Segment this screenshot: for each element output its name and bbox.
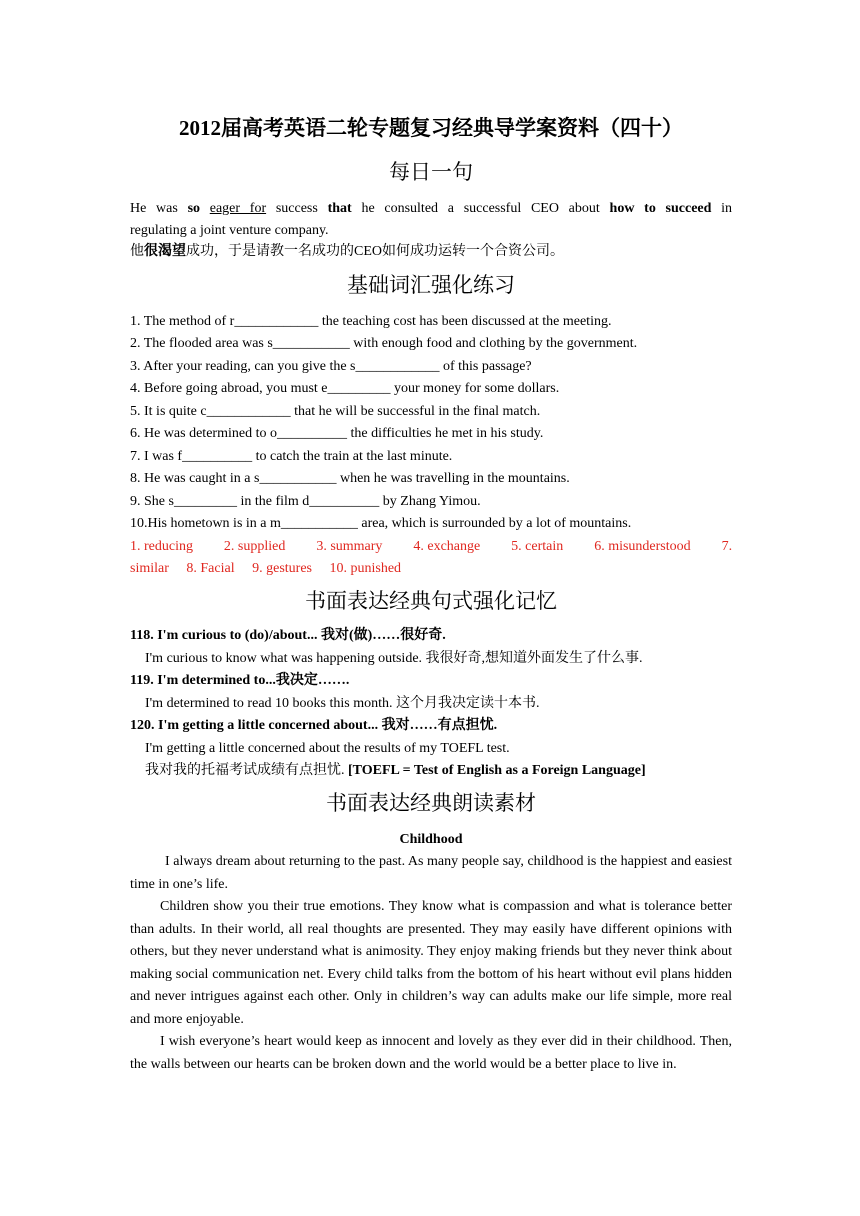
daily-english-line2: regulating a joint venture company. [130,223,329,238]
vocab-item: 10.His hometown is in a m___________ area, which is surrounded by a lot of mountains. [130,516,632,531]
vocab-answers-line1 [130,537,732,557]
answer: similar [130,561,169,576]
patterns-heading: 书面表达经典句式强化记忆 [305,589,557,613]
daily-text: success [275,201,318,216]
vocab-item: 5. It is quite c____________ that he will be successful in the final match. [130,404,541,419]
pattern-note: [TOEFL = Test of English as a Foreign Language] [348,763,646,778]
pattern-head: 118. I'm curious to (do)/about... 我对(做)……很好奇. [130,628,446,643]
daily-text: in [721,201,733,216]
daily-chinese [130,242,732,262]
daily-text: he consulted a successful CEO about [361,201,600,216]
daily-bold-so: so [187,201,201,216]
reading-subtitle: Childhood [399,832,463,847]
answer: 3. summary [316,539,383,554]
pattern-head: 120. I'm getting a little concerned about... 我对……有点担忧. [130,718,498,733]
answer: 4. exchange [413,539,481,554]
pattern-head: 119. I'm determined to...我决定……. [130,673,350,688]
daily-bold-that: that [327,201,352,216]
pattern-example: I'm getting a little concerned about the results of my TOEFL test. [145,741,510,756]
pattern-example: I'm determined to read 10 books this month. 这个月我决定读十本书. [145,696,540,711]
vocab-item: 3. After your reading, can you give the s____________ of this passage? [130,359,532,374]
vocab-item: 6. He was determined to o__________ the difficulties he met in his study. [130,426,544,441]
daily-heading: 每日一句 [389,160,473,184]
reading-heading: 书面表达经典朗读素材 [326,791,536,815]
reading-paragraph-3: I wish everyone’s heart would keep as innocent and lovely as they ever did in their childhood. Then, the walls between our hearts can be broken down and the world would be a better place to live in. [130,1034,732,1072]
reading-paragraph-2: Children show you their true emotions. They know what is compassion and what is tolerance better than adults. In their world, all real thoughts are presented. They may easily have different opinions with others, but they never understand what is animosity. They enjoy making friends but they never think about making social communication net. Every child talks from the bottom of his heart without evil plans hidden and never intrigues against each other. Only in children’s way can adults make our life simple, more real and more enjoyable. [130,899,732,1027]
vocab-item: 1. The method of r____________ the teaching cost has been discussed at the meeting. [130,314,612,329]
vocab-answers-line2 [130,559,732,579]
answer: 9. gestures [252,561,312,576]
vocab-item: 9. She s_________ in the film d__________ by Zhang Yimou. [130,494,481,509]
answer: 5. certain [511,539,564,554]
answer: 6. misunderstood [594,539,691,554]
vocab-heading: 基础词汇强化练习 [347,273,515,297]
reading-paragraph-1: I always dream about returning to the past. As many people say, childhood is the happiest and easiest time in one’s life. [130,854,732,892]
vocab-item: 4. Before going abroad, you must e_________ your money for some dollars. [130,381,560,396]
vocab-item: 7. I was f__________ to catch the train at the last minute. [130,449,453,464]
daily-underline: eager for [209,201,267,216]
daily-cn-text: 成功，于是请教一名成功的CEO如何成功运转一个合资公司。 [186,244,564,259]
pattern-example: I'm curious to know what was happening outside. 我很好奇,想知道外面发生了什么事. [145,651,643,666]
daily-bold-how: how to succeed [609,201,712,216]
vocab-item: 8. He was caught in a s___________ when he was travelling in the mountains. [130,471,570,486]
daily-text: He was [130,201,178,216]
daily-cn-bold: 很渴望 [144,244,186,259]
daily-english-line1 [130,199,732,219]
document-title: 2012届高考英语二轮专题复习经典导学案资料（四十） [179,116,683,140]
answer: 10. punished [329,561,402,576]
pattern-example-last [130,761,732,781]
vocab-item: 2. The flooded area was s___________ with enough food and clothing by the government. [130,336,638,351]
answer: 8. Facial [186,561,235,576]
answer: 7. [721,539,733,554]
answer: 2. supplied [223,539,286,554]
answer: 1. reducing [130,539,193,554]
pattern-cn: 我对我的托福考试成绩有点担忧. [145,763,348,778]
daily-cn-text: 他 [130,244,144,259]
